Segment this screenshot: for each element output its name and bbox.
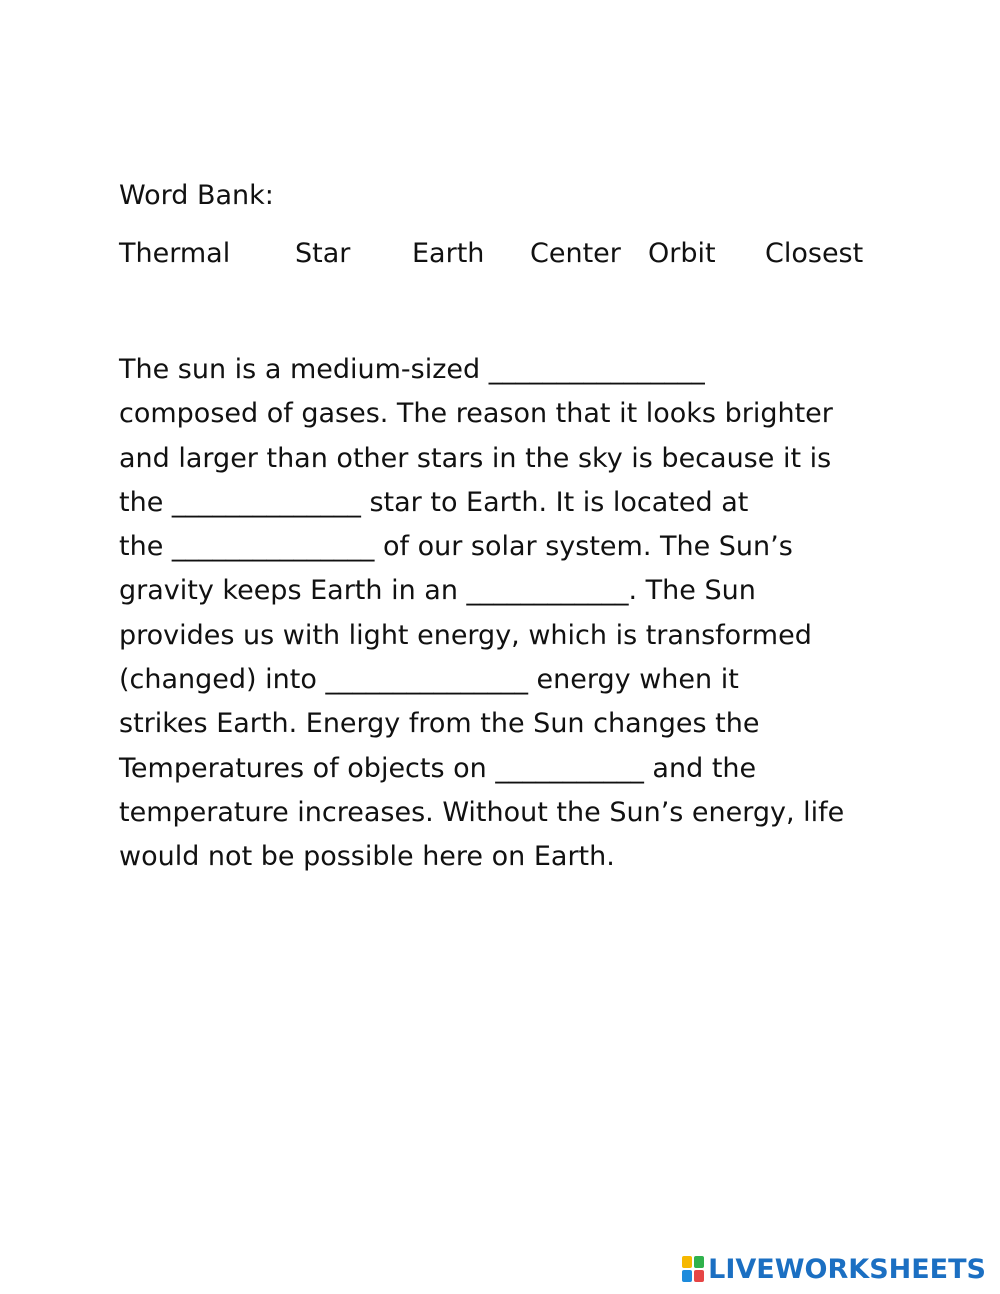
word-bank-word: Center	[530, 238, 621, 269]
liveworksheets-logo	[682, 1254, 986, 1284]
passage-line: (changed) into _______________ energy when it	[119, 664, 739, 696]
passage-line: composed of gases. The reason that it looks brighter	[119, 398, 833, 430]
word-bank-list	[119, 234, 879, 274]
liveworksheets-logo-icon	[682, 1256, 704, 1282]
word-bank-word: Earth	[412, 238, 485, 269]
passage-line: The sun is a medium-sized ________________	[119, 354, 705, 385]
worksheet	[119, 176, 879, 880]
logo-text: LIVEWORKSHEETS	[708, 1253, 986, 1285]
word-bank-word: Thermal	[119, 238, 231, 269]
word-bank-word: Orbit	[648, 238, 716, 269]
passage-line: would not be possible here on Earth.	[119, 841, 615, 873]
word-bank-title: Word Bank:	[119, 180, 274, 211]
fill-in-passage	[119, 348, 879, 880]
passage-line: the ______________ star to Earth. It is located at	[119, 486, 749, 518]
passage-line: provides us with light energy, which is transformed	[119, 619, 812, 651]
passage-line: Temperatures of objects on ___________ and the	[119, 752, 757, 784]
passage-line: temperature increases. Without the Sun’s energy, life	[119, 796, 845, 828]
word-bank-word: Closest	[765, 238, 864, 269]
passage-line: the _______________ of our solar system. The Sun’s	[119, 531, 793, 563]
passage-line: gravity keeps Earth in an ____________. The Sun	[119, 575, 756, 607]
word-bank-word: Star	[295, 238, 351, 269]
passage-line: and larger than other stars in the sky is because it is	[119, 442, 832, 474]
passage-line: strikes Earth. Energy from the Sun changes the	[119, 708, 760, 740]
